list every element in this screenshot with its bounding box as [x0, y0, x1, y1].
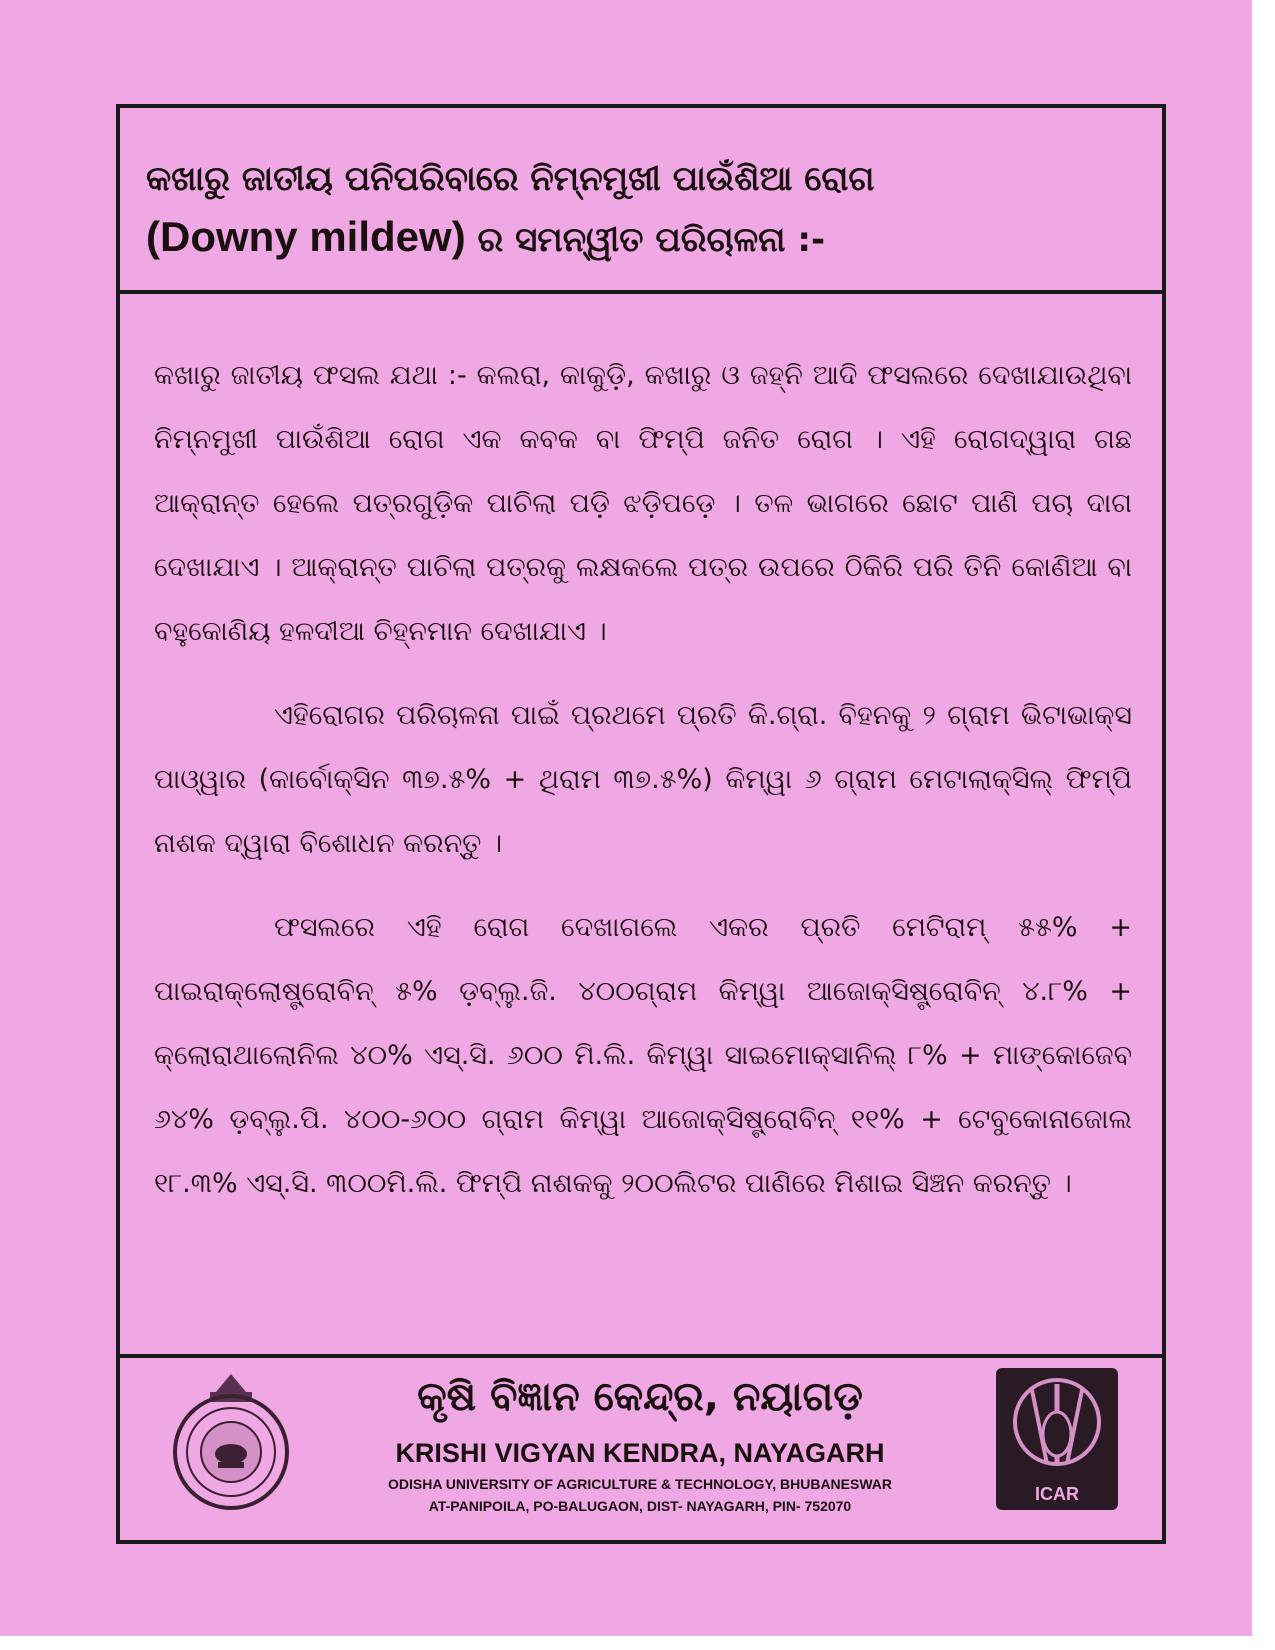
- icar-label: ICAR: [1035, 1484, 1079, 1504]
- title-line-2-odia: ର ସମନ୍ୱୀତ ପରିଚାଳନା :-: [465, 220, 826, 260]
- kvk-name-english: KRISHI VIGYAN KENDRA, NAYAGARH: [395, 1438, 885, 1468]
- main-frame: [116, 104, 1166, 1544]
- title-english-term: (Downy mildew): [146, 213, 466, 260]
- kvk-name-odia: କୃଷି ବିଜ୍ଞାନ କେନ୍ଦ୍ର, ନୟାଗଡ଼: [417, 1374, 863, 1420]
- paragraph-spray-treatment: ଫସଲରେ ଏହି ରୋଗ ଦେଖାଗଲେ ଏକର ପ୍ରତି ମେଟିରାମ୍ ୫୫% + ପାଇରାକ୍ଲୋଷ୍ଟ୍ରୋବିନ୍ ୫% ଡ଼ବ୍ଲୁ.ଜି. ୪୦୦ଗ୍ରାମ କିମ୍ୱା ଆଜୋକ୍ସିଷ୍ଟ୍ରୋବିନ୍ ୪.୮% + କ୍ଲୋରାଥାଲୋନିଲ ୪୦% ଏସ୍.ସି. ୬୦୦ ମି.ଲି. କିମ୍ୱା ସାଇମୋକ୍ସାନିଲ୍ ୮% + ମାଙ୍କୋଜେବ ୬୪% ଡ଼ବ୍ଲୁ.ପି. ୪୦୦-୬୦୦ ଗ୍ରାମ କିମ୍ୱା ଆଜୋକ୍ସିଷ୍ଟ୍ରୋବିନ୍ ୧୧% + ଟେବୁକୋନାଜୋଲ ୧୮.୩% ଏସ୍.ସି. ୩୦୦ମି.ଲି. ଫିମ୍ପି ନାଶକକୁ ୨୦୦ଲିଟର ପାଣିରେ ମିଶାଇ ସିଞ୍ଚନ କରନ୍ତୁ ।: [154, 912, 1132, 1199]
- title-line-1: କଖାରୁ ଜାତୀୟ ପନିପରିବାରେ ନିମ୍ନମୁଖୀ ପାଉଁଶିଆ ରୋଗ: [146, 159, 875, 199]
- university-name: ODISHA UNIVERSITY OF AGRICULTURE & TECHNOLOGY, BHUBANESWAR: [387, 1476, 893, 1492]
- ouat-seal-logo-icon: [168, 1370, 294, 1510]
- body-section: [120, 294, 1162, 1358]
- title-section: [120, 108, 1162, 294]
- kvk-address: AT-PANIPOILA, PO-BALUGAON, DIST- NAYAGARH, PIN- 752070: [428, 1498, 852, 1514]
- paragraph-seed-treatment: ଏହିରୋଗର ପରିଚାଳନା ପାଇଁ ପ୍ରଥମେ ପ୍ରତି କି.ଗ୍ରା. ବିହନକୁ ୨ ଗ୍ରାମ ଭିଟାଭାକ୍ସ ପାଓ୍ୱାର (କାର୍ବୋକ୍ସିନ ୩୭.୫% + ଥିରାମ ୩୭.୫%) କିମ୍ୱା ୬ ଗ୍ରାମ ମେଟାଲାକ୍ସିଲ୍ ଫିମ୍ପି ନାଶକ ଦ୍ୱାରା ବିଶୋଧନ କରନ୍ତୁ ।: [154, 700, 1132, 859]
- title-line-2: [146, 208, 1142, 269]
- footer-section: [120, 1358, 1162, 1540]
- paragraph-symptoms: କଖାରୁ ଜାତୀୟ ଫସଲ ଯଥା :- କଲରା, କାକୁଡ଼ି, କଖାରୁ ଓ ଜହ୍ନି ଆଦି ଫସଲରେ ଦେଖାଯାଉଥିବା ନିମ୍ନମୁଖୀ ପାଉଁଶିଆ ରୋଗ ଏକ କବକ ବା ଫିମ୍ପି ଜନିତ ରୋଗ । ଏହି ରୋଗଦ୍ୱାରା ଗଛ ଆକ୍ରାନ୍ତ ହେଲେ ପତ୍ରଗୁଡ଼ିକ ପାଚିଲା ପଡ଼ି ଝଡ଼ିପଡ଼େ । ତଳ ଭାଗରେ ଛୋଟ ପାଣି ପଚା ଦାଗ ଦେଖାଯାଏ । ଆକ୍ରାନ୍ତ ପାଚିଲା ପତ୍ରକୁ ଲକ୍ଷକଲେ ପତ୍ର ଉପରେ ଠିକିରି ପରି ତିନି କୋଣିଆ ବା ବହୁକୋଣିୟ ହଳଦୀଆ ଚିହ୍ନମାନ ଦେଖାଯାଏ ।: [154, 360, 1132, 647]
- icar-logo-icon: [992, 1364, 1122, 1514]
